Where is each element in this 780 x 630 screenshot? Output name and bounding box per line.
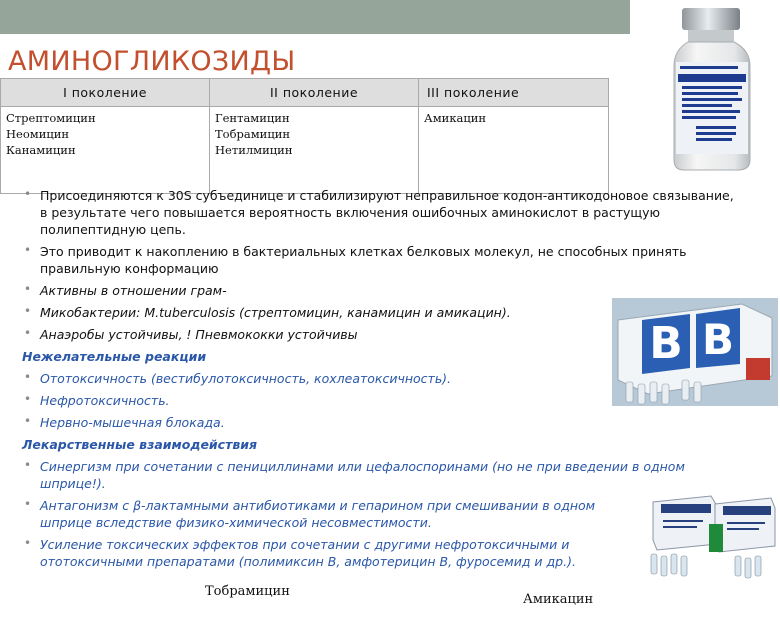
table-header-gen2: II поколение [210,79,419,107]
adverse-item-ototoxicity: • Ототоксичность (вестибулотоксичность, кохлеатоксичность). [22,370,742,387]
bullet-resistance: • Анаэробы устойчивы, ! Пневмококки устойчивы [22,326,742,343]
gen2-drugs-cell [210,107,419,194]
drug-name: Тобрамицин [215,127,291,141]
drug-name: Неомицин [6,127,70,141]
adverse-reactions-heading: Нежелательные реакции [22,349,207,364]
drug-name: Стрептомицин [6,111,96,125]
bullet-mycobacteria: • Микобактерии: M.tuberculosis (стрептомицин, канамицин и амикацин). [22,304,742,321]
table-header-gen1: I поколение [1,79,210,107]
generations-table [0,78,609,194]
svg-text:В: В [649,318,683,369]
gen1-drugs-cell [1,107,210,194]
amikacin-package-image [645,494,778,586]
bullet-mechanism: • Присоединяются к 30S субъединице и стабилизируют неправильное кодон-антикодоновое связывание, в результате чего повышается вероятность включения ошибочных аминокислот в растущую полипептидную цепь. [22,187,742,238]
tobramycin-package-image [612,298,778,406]
bullet-activity: • Активны в отношении грам- [22,282,742,299]
table-header-row [1,79,609,107]
adverse-item-neuromuscular: • Нервно-мышечная блокада. [22,414,742,431]
amikacin-caption: Амикацин [523,592,594,607]
interactions-heading: Лекарственные взаимодействия [22,437,258,452]
adverse-item-nephrotoxicity: • Нефротоксичность. [22,392,742,409]
table-row [1,107,609,194]
bullet-protein-accumulation: • Это приводит к накоплению в бактериальных клетках белковых молекул, не способных принять правильную конформацию [22,243,742,277]
table-header-gen3: III поколение [419,79,609,107]
top-accent-bar [0,0,630,34]
drug-name: Гентамицин [215,111,290,125]
page-title: АМИНОГЛИКОЗИДЫ [8,46,296,77]
streptomycin-vial-image [666,4,758,174]
tobramycin-caption: Тобрамицин [205,584,290,599]
svg-text:В: В [701,315,735,364]
drug-name: Нетилмицин [215,143,293,157]
interaction-item-toxicity: • Усиление токсических эффектов при сочетании с другими нефротоксичными и ототоксичными препаратами (полимиксин В, амфотерицин В, фуросемид и др.). [22,536,742,570]
drug-name: Канамицин [6,143,76,157]
interaction-item-synergy: • Синергизм при сочетании с пенициллинами или цефалоспоринами (но не при введении в одном шприце!). [22,458,742,492]
interaction-item-antagonism: • Антагонизм с β-лактамными антибиотиками и гепарином при смешивании в одном шприце вследствие физико-химической несовместимости. [22,497,742,531]
gen3-drugs-cell [419,107,609,194]
drug-name: Амикацин [424,111,487,125]
